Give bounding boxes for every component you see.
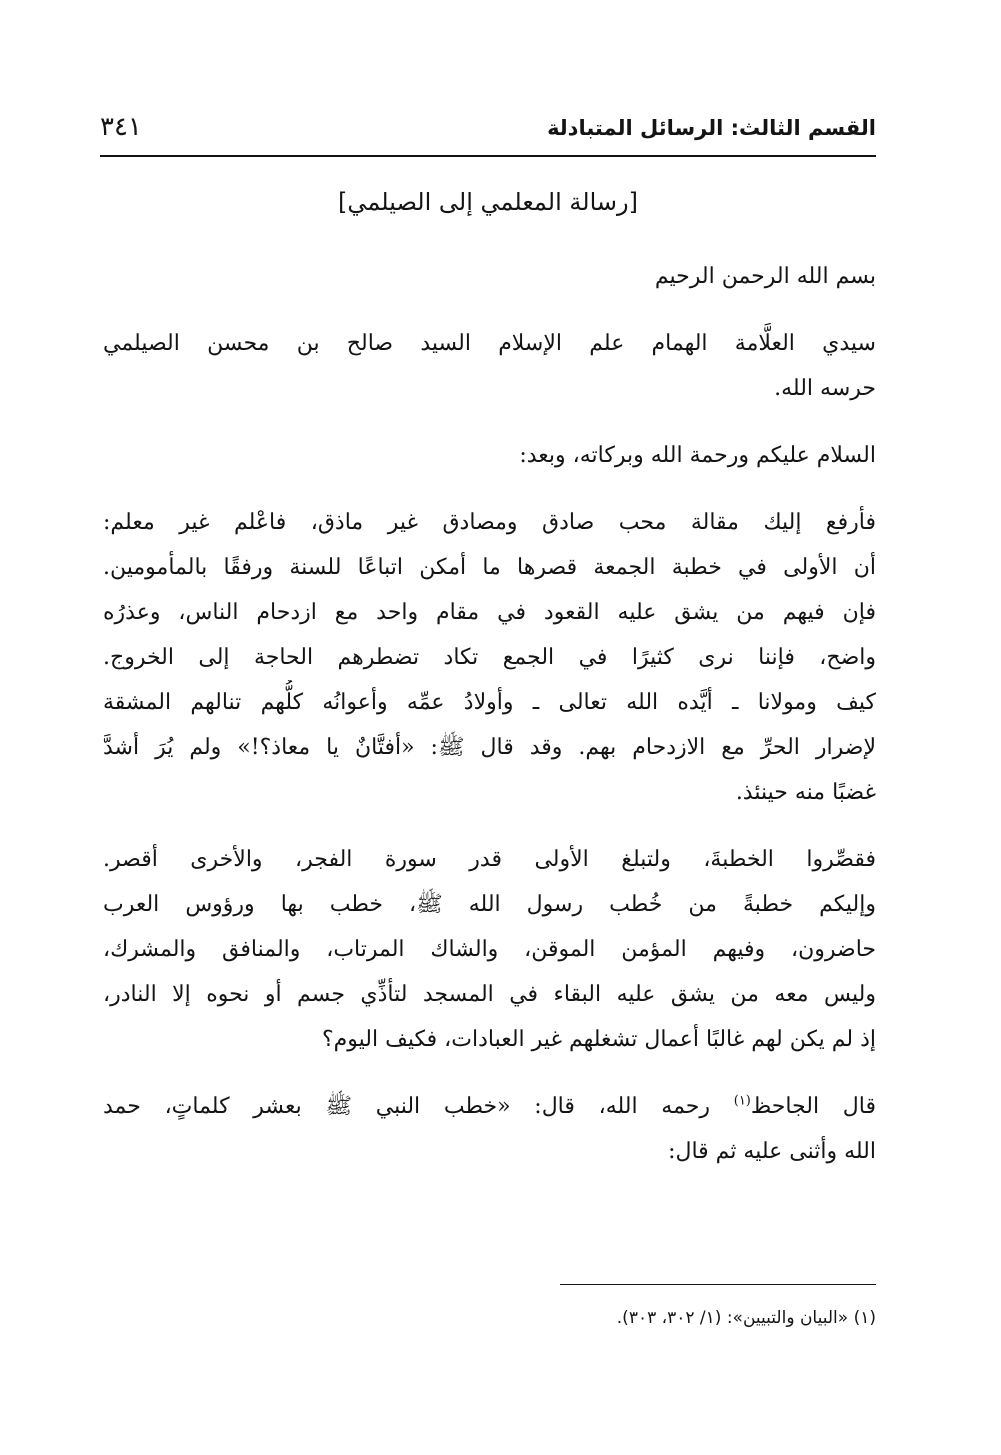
text-line: فقصِّروا الخطبةَ، ولتبلغ الأولى قدر سورة الفجر، والأخرى أقصر. — [103, 847, 876, 872]
footnote-rule — [560, 1284, 876, 1285]
text-line: وإليكم خطبةً من خُطب رسول الله ﷺ، خطب بها ورؤوس العرب — [103, 892, 876, 917]
paragraph-sermon — [103, 837, 876, 1062]
text-line: حاضرون، وفيهم المؤمن الموقن، والشاك المرتاب، والمنافق والمشرك، — [103, 937, 876, 962]
letter-body — [103, 254, 876, 1174]
quote-lead: قال الجاحظ — [750, 1094, 876, 1119]
quote-text: رحمه الله، قال: «خطب النبي ﷺ بعشر كلماتٍ، حمد — [103, 1094, 711, 1119]
footnote — [300, 1303, 876, 1333]
text-line: سيدي العلَّامة الهمام علم الإسلام السيد صالح بن محسن الصيلمي — [103, 331, 876, 356]
text-line: لإضرار الحرِّ مع الازدحام بهم. وقد قال ﷺ: «أفتَّانٌ يا معاذ؟!» ولم يُرَ أشدَّ — [103, 735, 876, 760]
paragraph-address — [103, 321, 876, 411]
text-line: إذ لم يكن لهم غالبًا أعمال تشغلهم غير العبادات، فكيف اليوم؟ — [322, 1027, 876, 1052]
text-line: فإن فيهم من يشق عليه القعود في مقام واحد مع ازدحام الناس، وعذرُه — [103, 600, 876, 625]
text-line: السلام عليكم ورحمة الله وبركاته، وبعد: — [519, 443, 876, 468]
text-line: أن الأولى في خطبة الجمعة قصرها ما أمكن اتباعًا للسنة ورفقًا بالمأمومين. — [103, 555, 876, 580]
text-line: فأرفع إليك مقالة محب صادق ومصادق غير ماذق، فاعْلم غير معلم: — [103, 510, 876, 535]
text-line: غضبًا منه حينئذ. — [735, 780, 876, 805]
text-line: بسم الله الرحمن الرحيم — [654, 264, 876, 289]
text-line: وليس معه من يشق عليه البقاء في المسجد لتأذِّي جسم أو نحوه إلا النادر، — [103, 982, 876, 1007]
paragraph-greeting — [103, 433, 876, 478]
header-rule — [100, 155, 876, 157]
footnote-ref: (١) — [733, 1093, 751, 1109]
letter-title: [رسالة المعلمي إلى الصيلمي] — [338, 188, 638, 216]
footnote-marker: (١) — [853, 1308, 876, 1328]
footnote-text: «البيان والتبيين»: (١/ ٣٠٢، ٣٠٣). — [616, 1308, 849, 1328]
paragraph-basmala — [103, 254, 876, 299]
text-line: حرسه الله. — [774, 376, 876, 401]
text-line: الله وأثنى عليه ثم قال: — [668, 1139, 876, 1164]
running-head: القسم الثالث: الرسائل المتبادلة — [547, 116, 876, 140]
text-line — [103, 1084, 876, 1129]
text-line: كيف ومولانا ـ أيَّده الله تعالى ـ وأولادُ عمِّه وأعوانُه كلُّهم تنالهم المشقة — [103, 690, 876, 715]
page-header — [100, 112, 876, 152]
text-line: واضح، فإننا نرى كثيرًا في الجمع تكاد تضطرهم الحاجة إلى الخروج. — [103, 645, 876, 670]
page-number: ٣٤١ — [100, 112, 142, 142]
paragraph-jahiz — [103, 1084, 876, 1174]
paragraph-advice — [103, 500, 876, 815]
